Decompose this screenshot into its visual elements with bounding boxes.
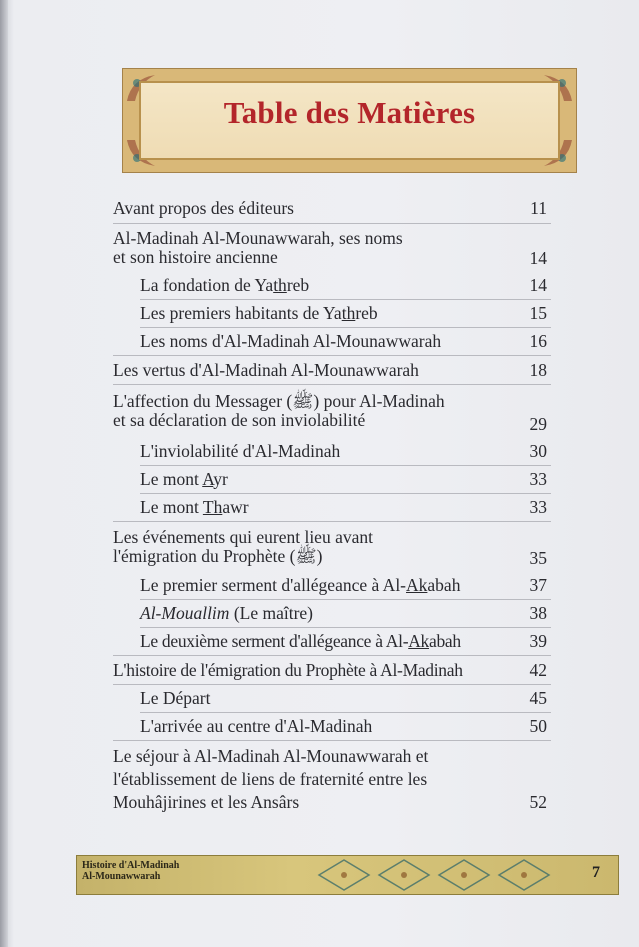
toc-entry-underlined: th bbox=[341, 303, 356, 323]
toc-entry-label: et sa déclaration de son inviolabilité bbox=[113, 410, 366, 430]
toc-entry-label: Le mont bbox=[140, 469, 203, 489]
toc-entry-italic: Al-Mouallim bbox=[140, 603, 230, 623]
toc-entry-continuation bbox=[113, 546, 322, 567]
toc-entry-label: L'inviolabilité d'Al-Madinah bbox=[140, 441, 341, 461]
toc-entry-continuation bbox=[113, 792, 299, 813]
toc-entry-label: L'affection du Messager (ﷺ) pour Al-Madinah bbox=[113, 391, 445, 411]
toc-entry-continuation bbox=[113, 410, 365, 431]
toc-entry-label: Les événements qui eurent lieu avant bbox=[113, 527, 373, 547]
toc-entry bbox=[113, 198, 294, 219]
toc-entry-label: reb bbox=[355, 303, 378, 323]
toc-divider bbox=[113, 684, 551, 685]
toc-entry bbox=[113, 360, 419, 381]
toc-page-number: 50 bbox=[529, 716, 547, 736]
toc-divider bbox=[140, 599, 551, 600]
toc-divider bbox=[113, 355, 551, 356]
toc-subentry bbox=[140, 497, 249, 518]
toc-entry bbox=[113, 660, 463, 681]
toc-entry-label: Le Départ bbox=[140, 688, 211, 708]
toc-page-number: 42 bbox=[529, 660, 547, 680]
toc-entry-label: Avant propos des éditeurs bbox=[113, 198, 294, 218]
toc-entry-underlined: Ak bbox=[406, 575, 428, 595]
toc-page-number: 11 bbox=[530, 198, 547, 218]
toc-subentry bbox=[140, 441, 340, 462]
page-footer bbox=[76, 855, 619, 895]
toc-page-number: 52 bbox=[529, 792, 547, 812]
toc-divider bbox=[140, 493, 551, 494]
title-frame bbox=[122, 68, 577, 173]
toc-entry bbox=[113, 228, 403, 249]
toc-entry-continuation bbox=[113, 769, 427, 790]
toc-entry-label: Les vertus d'Al-Madinah Al-Mounawwarah bbox=[113, 360, 419, 380]
toc-divider bbox=[140, 712, 551, 713]
toc-entry-label: Al-Madinah Al-Mounawwarah, ses noms bbox=[113, 228, 403, 248]
toc-subentry bbox=[140, 603, 313, 624]
toc-entry-label: Le premier serment d'allégeance à Al- bbox=[140, 575, 407, 595]
toc-subentry bbox=[140, 469, 228, 490]
toc-divider bbox=[140, 299, 551, 300]
toc-divider bbox=[113, 740, 551, 741]
toc-divider bbox=[140, 327, 551, 328]
toc-entry-underlined: Ak bbox=[408, 631, 430, 651]
toc-entry-underlined: Th bbox=[202, 497, 223, 517]
toc-entry-label: L'histoire de l'émigration du Prophète à Al-Madinah bbox=[113, 660, 463, 680]
toc-entry-label: L'arrivée au centre d'Al-Madinah bbox=[140, 716, 373, 736]
toc-entry-label: La fondation de Ya bbox=[140, 275, 274, 295]
toc-subentry bbox=[140, 716, 372, 737]
toc-subentry bbox=[140, 631, 461, 652]
toc-page-number: 45 bbox=[529, 688, 547, 708]
toc-entry-label: abah bbox=[429, 631, 461, 651]
footer-book-title-line: Histoire d'Al-Madinah bbox=[82, 860, 180, 871]
toc-page-number: 14 bbox=[529, 248, 547, 268]
toc-subentry bbox=[140, 331, 441, 352]
toc-entry-label: l'établissement de liens de fraternité entre les bbox=[113, 769, 428, 789]
toc-entry-label: Mouhâjirines et les Ansârs bbox=[113, 792, 300, 812]
toc-divider bbox=[140, 627, 551, 628]
toc-divider bbox=[113, 223, 551, 224]
toc-entry-label: et son histoire ancienne bbox=[113, 247, 278, 267]
toc-entry bbox=[113, 527, 373, 548]
toc-page-number: 18 bbox=[529, 360, 547, 380]
toc-entry-label: awr bbox=[222, 497, 249, 517]
toc-entry-label: Les noms d'Al-Madinah Al-Mounawwarah bbox=[140, 331, 442, 351]
toc-subentry bbox=[140, 575, 460, 596]
toc-page-number: 14 bbox=[529, 275, 547, 295]
toc-divider bbox=[113, 655, 551, 656]
toc-page-number: 35 bbox=[529, 548, 547, 568]
footer-book-title-line: Al-Mounawwarah bbox=[82, 871, 161, 882]
toc-entry-label: Les premiers habitants de Ya bbox=[140, 303, 342, 323]
page-number: 7 bbox=[592, 864, 600, 881]
toc-page-number: 29 bbox=[529, 414, 547, 434]
toc-entry bbox=[113, 746, 428, 767]
page-spine bbox=[0, 0, 8, 947]
toc-divider bbox=[140, 465, 551, 466]
toc-subentry bbox=[140, 303, 378, 324]
toc-subentry bbox=[140, 275, 309, 296]
toc-page-number: 37 bbox=[529, 575, 547, 595]
toc-entry-continuation bbox=[113, 247, 278, 268]
toc-entry-label: yr bbox=[213, 469, 228, 489]
toc-page-number: 39 bbox=[529, 631, 547, 651]
toc-entry-label: l'émigration du Prophète (ﷺ) bbox=[113, 546, 323, 566]
toc-entry-label: Le séjour à Al-Madinah Al-Mounawwarah et bbox=[113, 746, 429, 766]
toc-page-number: 33 bbox=[529, 469, 547, 489]
toc-entry-label: reb bbox=[286, 275, 310, 295]
toc-divider bbox=[113, 521, 551, 522]
toc-page-number: 15 bbox=[529, 303, 547, 323]
toc-entry-label: Le deuxième serment d'allégeance à Al- bbox=[140, 631, 409, 651]
footer-book-title bbox=[82, 860, 179, 882]
toc-page-number: 30 bbox=[529, 441, 547, 461]
toc-page-number: 16 bbox=[529, 331, 547, 351]
toc-page-number: 38 bbox=[529, 603, 547, 623]
toc-entry-label: Le mont bbox=[140, 497, 203, 517]
toc-divider bbox=[113, 384, 551, 385]
toc-page-number: 33 bbox=[529, 497, 547, 517]
page-title: Table des Matières bbox=[223, 95, 476, 130]
toc-entry-underlined: th bbox=[273, 275, 287, 295]
toc-entry-label: abah bbox=[427, 575, 461, 595]
toc-entry bbox=[113, 391, 445, 412]
toc-entry-label: (Le maître) bbox=[229, 603, 313, 623]
toc-entry-underlined: A bbox=[202, 469, 214, 489]
geometric-ornament-icon bbox=[309, 856, 559, 894]
toc-subentry bbox=[140, 688, 210, 709]
